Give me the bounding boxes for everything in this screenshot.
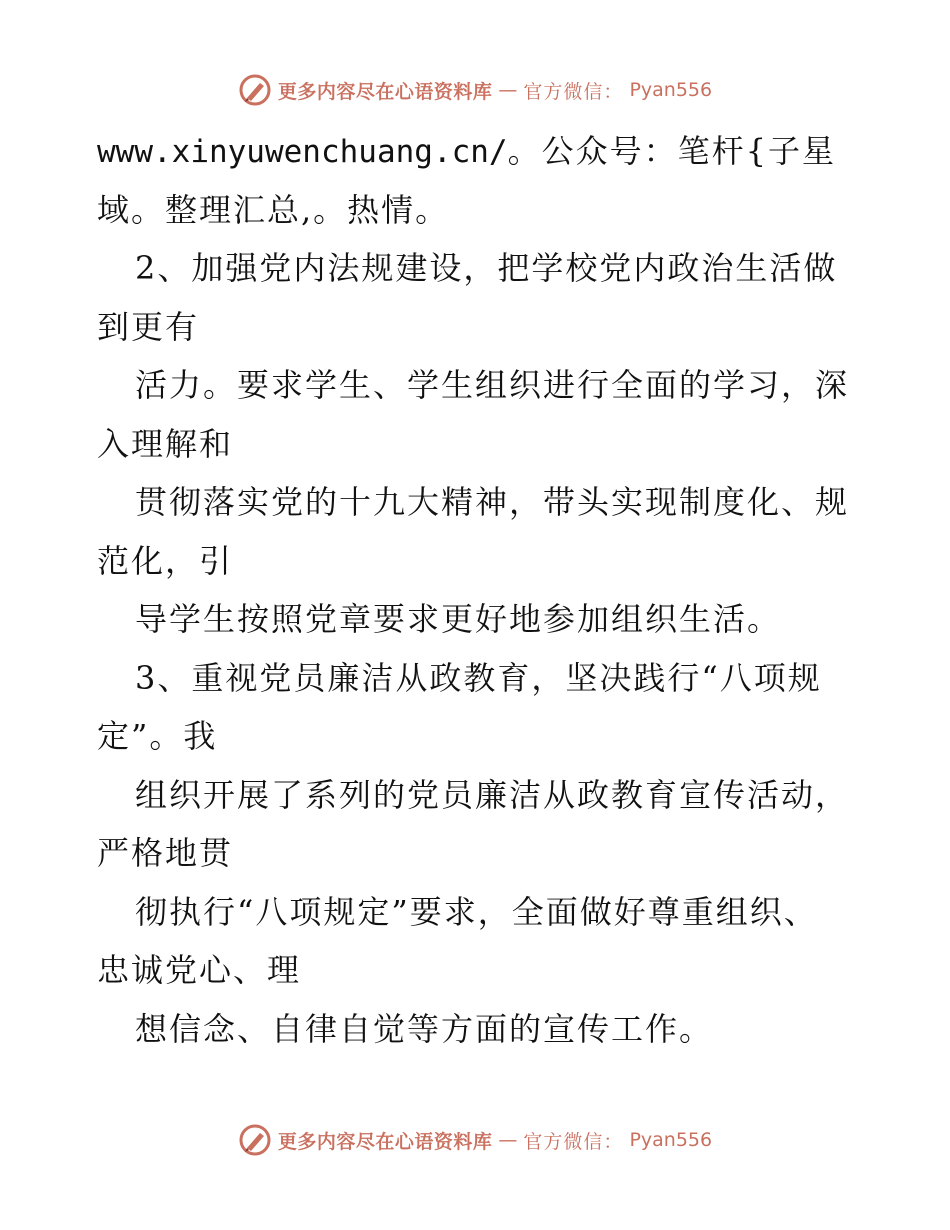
watermark-wechat-label: 官方微信： [523,80,624,103]
body-line-12: 组织开展了系列的党员廉洁从政教育宣传活动， [135,775,850,814]
pen-logo-icon [238,73,272,107]
body-line-11: 定”。我 [97,717,218,755]
body-line-4: 到更有 [97,307,200,346]
body-line-1-rest: 。公众号：笔杆{子星 [507,132,836,170]
body-line-2: 域。整理汇总,。热情。 [97,190,450,229]
header-watermark [0,70,950,110]
watermark-dash: — [498,1129,518,1151]
body-line-8: 范化，引 [97,541,234,580]
body-line-16: 想信念、自律自觉等方面的宣传工作。 [135,1009,714,1048]
footer-watermark [0,1120,950,1160]
pen-logo-icon [238,1123,272,1157]
watermark-brand: 更多内容尽在心语资料库 [277,80,493,103]
watermark-brand: 更多内容尽在心语资料库 [277,1130,493,1153]
watermark-group [238,73,712,107]
document-body [97,122,867,1058]
body-line-10: 3、重视党员廉洁从政教育，坚决践行“八项规 [135,658,822,697]
body-line-9: 导学生按照党章要求更好地参加组织生活。 [135,600,782,638]
body-line-5: 活力。要求学生、学生组织进行全面的学习，深 [135,366,850,404]
body-line-13: 严格地贯 [97,834,234,872]
watermark-wechat-id: Pyan556 [629,1129,713,1151]
website-url: www.xinyuwenchuang.cn/ [97,134,508,170]
body-line-14: 彻执行“八项规定”要求，全面做好尊重组织、 [135,892,818,931]
watermark-wechat-id: Pyan556 [629,79,713,101]
watermark-dash: — [498,79,518,101]
body-line-15: 忠诚党心、理 [97,951,302,989]
body-line-6: 入理解和 [97,424,234,463]
body-line-3: 2、加强党内法规建设，把学校党内政治生活做 [135,249,838,287]
watermark-wechat-label: 官方微信： [523,1130,624,1153]
body-line-7: 贯彻落实党的十九大精神，带头实现制度化、规 [135,483,850,521]
body-line-1 [97,122,867,181]
watermark-group [238,1123,712,1157]
